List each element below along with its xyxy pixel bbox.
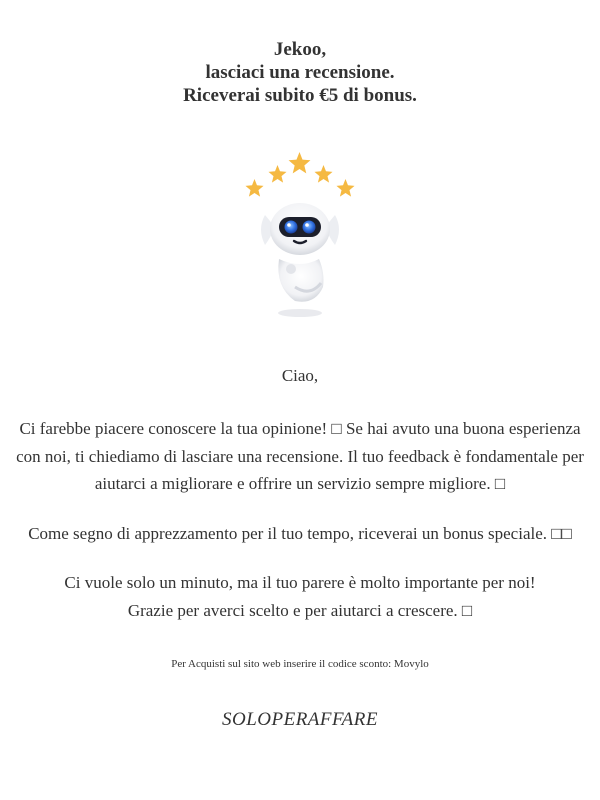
paragraph-bonus: Come segno di apprezzamento per il tuo tempo, riceverai un bonus speciale. □□: [28, 523, 572, 543]
paragraph-review-request: Ci farebbe piacere conoscere la tua opinione! □ Se hai avuto una buona esperienza con noi, ti chiediamo di lasciare una recensione. Il tuo feedback è fondamentale per aiutarci a migliorare e offrire un servizio sempre migliore. □: [16, 419, 584, 493]
paragraph-thanks: [10, 569, 590, 624]
star-icon: [289, 152, 311, 173]
brand-name: SOLOPERAFFARE: [221, 709, 378, 730]
robot-mascot-illustration: [235, 137, 365, 317]
headline-line-1: Jekoo,: [273, 39, 327, 60]
star-icon: [245, 179, 263, 197]
star-icon: [336, 179, 354, 197]
greeting: Ciao,: [281, 366, 319, 385]
robot-with-stars-icon: [235, 137, 365, 317]
paragraph-thanks-line-1: Ci vuole solo un minuto, ma il tuo parere è molto importante per noi!: [64, 573, 536, 592]
headline: [0, 0, 600, 107]
star-icon: [268, 165, 286, 183]
paragraph-thanks-line-2: Grazie per averci scelto e per aiutarci a crescere. □: [127, 600, 473, 620]
discount-code-note: Per Acquisti sul sito web inserire il codice sconto: Movylo: [171, 658, 429, 670]
star-icon: [314, 165, 332, 183]
headline-line-2: lasciaci una recensione.: [205, 62, 395, 83]
headline-line-3: Riceverai subito €5 di bonus.: [183, 85, 417, 106]
